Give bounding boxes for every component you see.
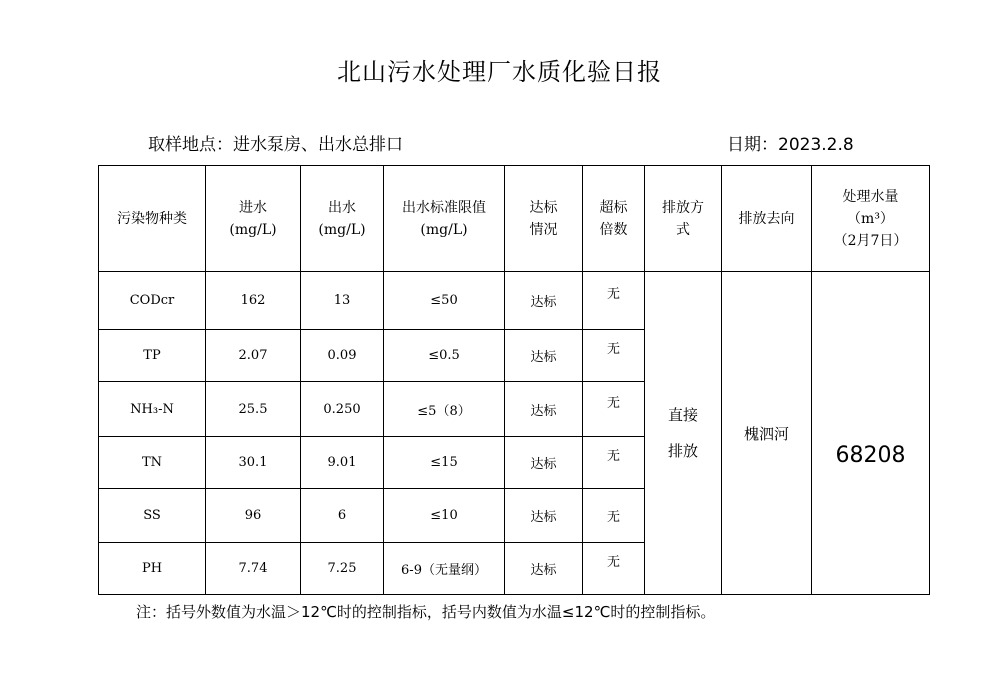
cell-status: 达标 <box>505 272 583 330</box>
cell-outflow: 0.09 <box>301 330 384 382</box>
cell-status: 达标 <box>505 382 583 437</box>
cell-exceed: 无 <box>583 382 645 437</box>
cell-outflow: 13 <box>301 272 384 330</box>
header-status: 达标 情况 <box>505 166 583 272</box>
cell-outflow: 7.25 <box>301 543 384 595</box>
cell-limit: ≤50 <box>384 272 505 330</box>
cell-volume: 68208 <box>812 272 930 595</box>
header-outflow: 出水 (mg/L) <box>301 166 384 272</box>
cell-status: 达标 <box>505 330 583 382</box>
cell-exceed: 无 <box>583 272 645 330</box>
cell-exceed: 无 <box>583 437 645 489</box>
report-date: 日期：2023.2.8 <box>727 135 854 155</box>
cell-inflow: 7.74 <box>206 543 301 595</box>
cell-exceed: 无 <box>583 543 645 595</box>
header-destination: 排放去向 <box>722 166 812 272</box>
cell-inflow: 162 <box>206 272 301 330</box>
cell-pollutant: PH <box>99 543 206 595</box>
water-quality-table <box>98 165 930 595</box>
cell-limit: ≤5（8） <box>384 382 505 437</box>
header-volume: 处理水量 （m³） （2月7日） <box>812 166 930 272</box>
cell-outflow: 0.250 <box>301 382 384 437</box>
cell-pollutant: TP <box>99 330 206 382</box>
table-row <box>99 272 930 330</box>
cell-limit: 6-9（无量纲） <box>384 543 505 595</box>
cell-exceed: 无 <box>583 489 645 543</box>
header-pollutant: 污染物种类 <box>99 166 206 272</box>
cell-discharge-method: 直接 排放 <box>645 272 722 595</box>
cell-outflow: 6 <box>301 489 384 543</box>
cell-exceed: 无 <box>583 330 645 382</box>
cell-inflow: 30.1 <box>206 437 301 489</box>
footnote: 注：括号外数值为水温＞12℃时的控制指标，括号内数值为水温≤12℃时的控制指标。 <box>136 603 716 621</box>
cell-inflow: 2.07 <box>206 330 301 382</box>
sampling-location: 取样地点：进水泵房、出水总排口 <box>148 135 403 155</box>
cell-inflow: 96 <box>206 489 301 543</box>
cell-status: 达标 <box>505 437 583 489</box>
cell-limit: ≤10 <box>384 489 505 543</box>
cell-inflow: 25.5 <box>206 382 301 437</box>
cell-limit: ≤15 <box>384 437 505 489</box>
table-header-row <box>99 166 930 272</box>
cell-limit: ≤0.5 <box>384 330 505 382</box>
cell-pollutant: TN <box>99 437 206 489</box>
cell-pollutant: NH₃-N <box>99 382 206 437</box>
header-exceed: 超标 倍数 <box>583 166 645 272</box>
cell-outflow: 9.01 <box>301 437 384 489</box>
header-limit: 出水标准限值 (mg/L) <box>384 166 505 272</box>
cell-status: 达标 <box>505 489 583 543</box>
cell-status: 达标 <box>505 543 583 595</box>
report-title: 北山污水处理厂水质化验日报 <box>337 58 662 86</box>
cell-destination: 槐泗河 <box>722 272 812 595</box>
cell-pollutant: CODcr <box>99 272 206 330</box>
header-inflow: 进水 (mg/L) <box>206 166 301 272</box>
cell-pollutant: SS <box>99 489 206 543</box>
header-discharge-method: 排放方 式 <box>645 166 722 272</box>
